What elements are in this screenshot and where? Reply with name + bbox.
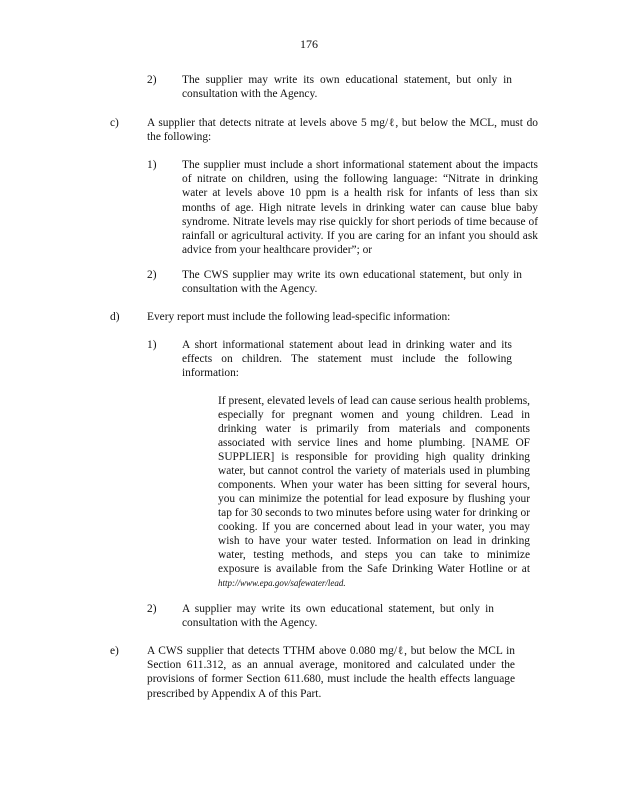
paragraph: The CWS supplier may write its own educational statement, but only in consultation with the Agency. xyxy=(182,269,522,296)
list-marker: 2) xyxy=(147,269,157,281)
list-marker: 2) xyxy=(147,74,157,86)
list-marker: e) xyxy=(110,645,119,657)
paragraph: A CWS supplier that detects TTHM above 0.080 mg/ℓ, but below the MCL in Section 611.312, as an annual average, monitored and calculated under the provisions of former Section 611.680, must include the health effects language prescribed by Appendix A of this Part. xyxy=(147,645,515,700)
quoted-statement xyxy=(218,394,530,590)
paragraph: Every report must include the following lead-specific information: xyxy=(147,311,451,323)
list-marker: c) xyxy=(110,117,119,129)
quoted-statement-text: If present, elevated levels of lead can cause serious health problems, especially for pregnant women and young children. Lead in drinking water is primarily from materials and components associated with service lines and home plumbing. [NAME OF SUPPLIER] is responsible for providing high quality drinking water, but cannot control the variety of materials used in plumbing components. When your water has been sitting for several hours, you can minimize the potential for lead exposure by flushing your tap for 30 seconds to two minutes before using water for drinking or cooking. If you are concerned about lead in your water, you may wish to have your water tested. Information on lead in drinking water, testing methods, and steps you can take to minimize exposure is available from the Safe Drinking Water Hotline or at xyxy=(218,395,530,575)
paragraph: A supplier may write its own educational statement, but only in consultation with the Agency. xyxy=(182,603,494,630)
page-number: 176 xyxy=(300,37,318,51)
list-marker: 2) xyxy=(147,603,157,615)
list-marker: d) xyxy=(110,311,120,323)
paragraph: A short informational statement about lead in drinking water and its effects on children. The statement must include the following information: xyxy=(182,339,512,380)
paragraph: The supplier must include a short informational statement about the impacts of nitrate on children, using the following language: “Nitrate in drinking water at levels above 10 ppm is a health risk for infants of less than six months of age. High nitrate levels in drinking water can cause blue baby syndrome. Nitrate levels may rise quickly for short periods of time because of rainfall or agricultural activity. If you are caring for an infant you should ask advice from your healthcare provider”; or xyxy=(182,159,538,257)
list-marker: 1) xyxy=(147,339,157,351)
list-marker: 1) xyxy=(147,159,157,171)
hotline-url: http://www.epa.gov/safewater/lead. xyxy=(218,578,346,588)
paragraph: The supplier may write its own educational statement, but only in consultation with the Agency. xyxy=(182,74,512,101)
paragraph: A supplier that detects nitrate at levels above 5 mg/ℓ, but below the MCL, must do the following: xyxy=(147,117,538,144)
